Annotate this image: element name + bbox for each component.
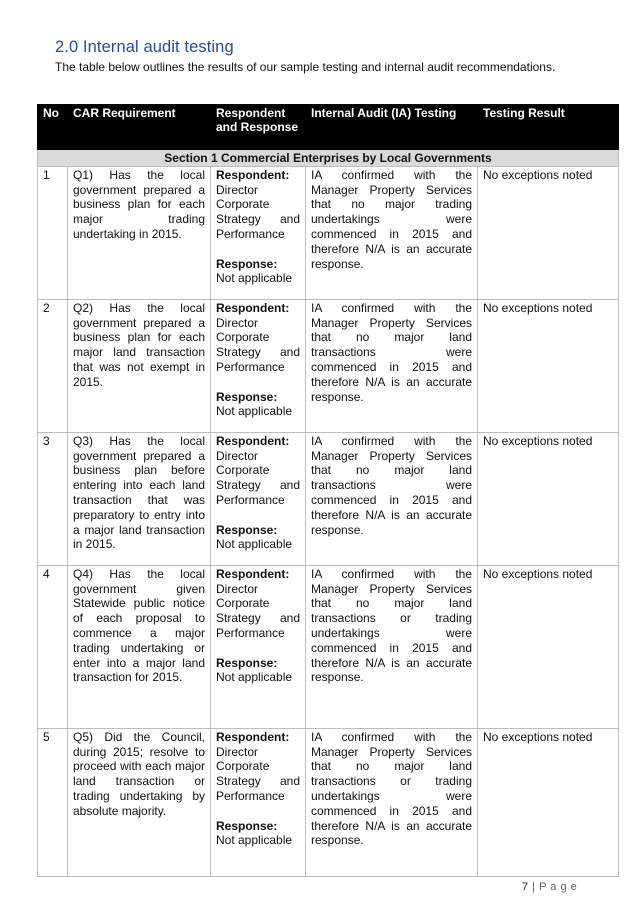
intro-paragraph: The table below outlines the results of our sample testing and internal audit recommendations. bbox=[55, 60, 556, 74]
row-number: 2 bbox=[38, 299, 68, 432]
respondent-name: Director Corporate Strategy and Performance bbox=[216, 448, 300, 507]
row-number: 4 bbox=[38, 565, 68, 728]
row-number: 5 bbox=[38, 728, 68, 876]
table-row bbox=[38, 299, 619, 432]
table-header-row bbox=[38, 105, 619, 150]
page-number: 7 bbox=[522, 881, 529, 893]
respondent-cell bbox=[211, 728, 306, 876]
response-label: Response: bbox=[216, 256, 278, 271]
respondent-label: Respondent: bbox=[216, 167, 290, 182]
response-value: Not applicable bbox=[216, 833, 293, 848]
ia-testing-cell: IA confirmed with the Manager Property Services that no major trading undertakings were commenced in 2015 and therefore N/A is an accurate response. bbox=[306, 166, 478, 299]
response-label: Response: bbox=[216, 389, 278, 404]
respondent-cell bbox=[211, 432, 306, 565]
respondent-label: Respondent: bbox=[216, 300, 290, 315]
car-requirement-cell: Q4) Has the local government given Statewide public notice of each proposal to commence a major trading undertaking or enter into a major land transaction for 2015. bbox=[68, 565, 211, 728]
section-title: Section 1 Commercial Enterprises by Local Governments bbox=[38, 150, 619, 167]
testing-result-cell: No exceptions noted bbox=[478, 728, 619, 876]
ia-testing-cell: IA confirmed with the Manager Property Services that no major land transactions or trading undertakings were commenced in 2015 and therefore N/A is an accurate response. bbox=[306, 565, 478, 728]
page-footer bbox=[522, 881, 577, 893]
footer-separator: | bbox=[528, 881, 540, 893]
respondent-cell bbox=[211, 565, 306, 728]
table-row bbox=[38, 432, 619, 565]
response-value: Not applicable bbox=[216, 537, 293, 552]
testing-result-cell: No exceptions noted bbox=[478, 565, 619, 728]
ia-testing-cell: IA confirmed with the Manager Property Services that no major land transactions were commenced in 2015 and therefore N/A is an accurate response. bbox=[306, 432, 478, 565]
respondent-cell bbox=[211, 166, 306, 299]
row-number: 1 bbox=[38, 166, 68, 299]
respondent-name: Director Corporate Strategy and Performance bbox=[216, 744, 300, 803]
header-testing-result: Testing Result bbox=[478, 105, 619, 150]
car-requirement-cell: Q3) Has the local government prepared a business plan before entering into each land transaction that was preparatory to entry into a major land transaction in 2015. bbox=[68, 432, 211, 565]
table-row bbox=[38, 565, 619, 728]
table-row bbox=[38, 728, 619, 876]
header-car-requirement: CAR Requirement bbox=[68, 105, 211, 150]
car-requirement-cell: Q2) Has the local government prepared a business plan for each major land transaction that was not exempt in 2015. bbox=[68, 299, 211, 432]
testing-result-cell: No exceptions noted bbox=[478, 166, 619, 299]
respondent-label: Respondent: bbox=[216, 729, 290, 744]
respondent-name: Director Corporate Strategy and Performance bbox=[216, 315, 300, 374]
page-word: P a g e bbox=[539, 881, 578, 893]
car-requirement-cell: Q1) Has the local government prepared a business plan for each major trading undertaking in 2015. bbox=[68, 166, 211, 299]
response-value: Not applicable bbox=[216, 271, 293, 286]
response-label: Response: bbox=[216, 655, 278, 670]
section-row bbox=[38, 150, 619, 167]
respondent-label: Respondent: bbox=[216, 566, 290, 581]
header-respondent-response: Respondent and Response bbox=[211, 105, 306, 150]
ia-testing-cell: IA confirmed with the Manager Property Services that no major land transactions were commenced in 2015 and therefore N/A is an accurate response. bbox=[306, 299, 478, 432]
respondent-name: Director Corporate Strategy and Performance bbox=[216, 182, 300, 241]
response-label: Response: bbox=[216, 522, 278, 537]
row-number: 3 bbox=[38, 432, 68, 565]
ia-testing-cell: IA confirmed with the Manager Property Services that no major land transactions or trading undertakings were commenced in 2015 and therefore N/A is an accurate response. bbox=[306, 728, 478, 876]
testing-result-cell: No exceptions noted bbox=[478, 299, 619, 432]
respondent-name: Director Corporate Strategy and Performance bbox=[216, 581, 300, 640]
audit-table bbox=[37, 104, 619, 877]
response-value: Not applicable bbox=[216, 670, 293, 685]
respondent-label: Respondent: bbox=[216, 433, 290, 448]
response-label: Response: bbox=[216, 818, 278, 833]
header-no: No bbox=[38, 105, 68, 150]
response-value: Not applicable bbox=[216, 404, 293, 419]
section-heading: 2.0 Internal audit testing bbox=[55, 38, 234, 56]
respondent-cell bbox=[211, 299, 306, 432]
header-ia-testing: Internal Audit (IA) Testing bbox=[306, 105, 478, 150]
car-requirement-cell: Q5) Did the Council, during 2015; resolve to proceed with each major land transaction or trading undertaking by absolute majority. bbox=[68, 728, 211, 876]
testing-result-cell: No exceptions noted bbox=[478, 432, 619, 565]
table-row bbox=[38, 166, 619, 299]
